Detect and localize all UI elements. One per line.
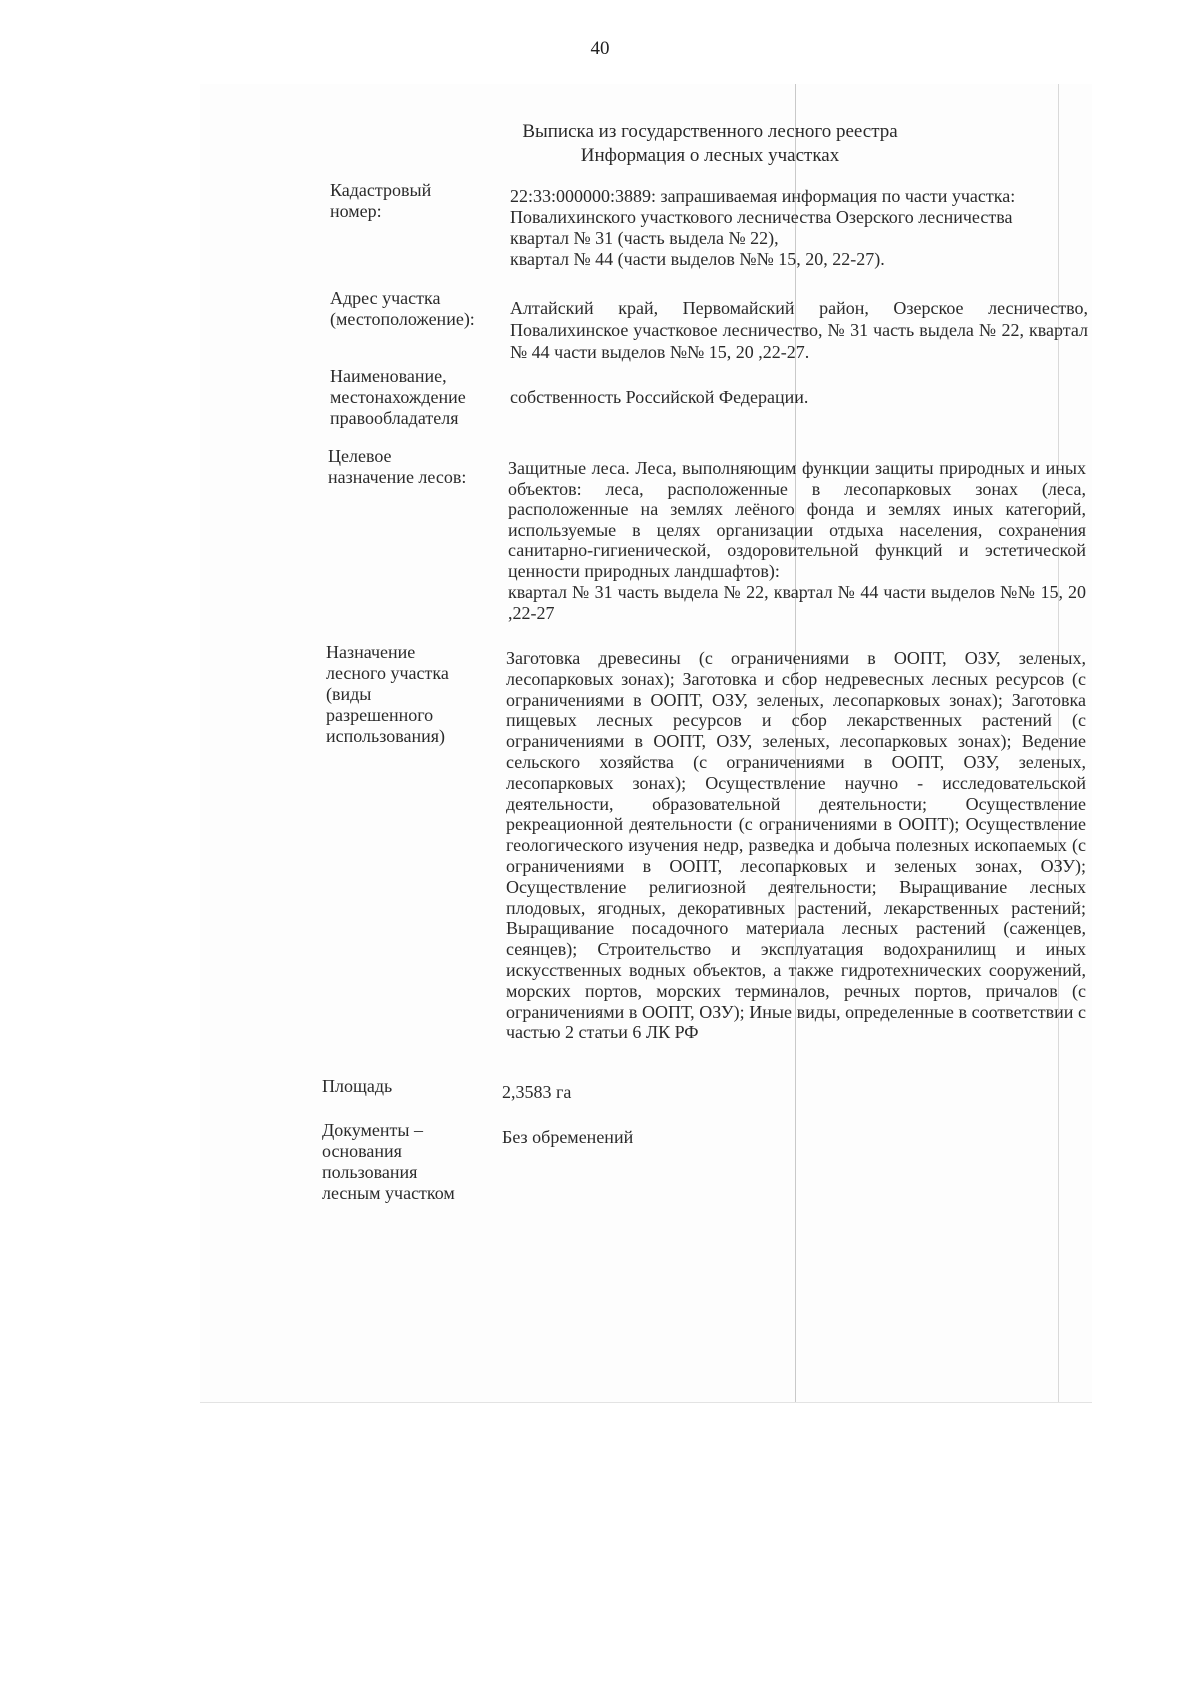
field-value: собственность Российской Федерации. [510, 387, 809, 407]
field-label: Площадь [322, 1076, 393, 1096]
scan-edge-bottom [200, 1402, 1092, 1403]
field-label: Наименование, местонахождение правообладателя [330, 366, 466, 428]
field-value: Алтайский край, Первомайский район, Озерское лесничество, Повалихинское участковое лесничество, № 31 часть выдела № 22, квартал № 44 части выделов №№ 15, 20 ,22-27. [510, 298, 1088, 362]
field-value: Защитные леса. Леса, выполняющим функции защиты природных и иных объектов: леса, расположенные в лесопарковых зонах (леса, расположенные на землях леёного фонда и землях иных категорий, используемые в целях организации отдыха населения, сохранения санитарно-гигиенической, оздоровительной функций и эстетической ценности природных ландшафтов): [508, 458, 1086, 581]
field-value: Заготовка древесины (с ограничениями в ООПТ, ОЗУ, зеленых, лесопарковых зонах); Заготовка и сбор недревесных лесных ресурсов (с ограничениями в ООПТ, ОЗУ, зеленых, лесопарковых зонах); Заготовка пищевых лесных ресурсов и сбор лекарственных растений (с ограничениями в ООПТ, ОЗУ, зеленых, лесопарковых зонах); Ведение сельского хозяйства (с ограничениями в ООПТ, ОЗУ, зеленых, лесопарковых зонах); Осуществление научно - исследовательской деятельности, образовательной деятельности; Осуществление рекреационной деятельности (с ограничениями в ООПТ); Осуществление геологического изучения недр, разведка и добыча полезных ископаемых (с ограничениями в ООПТ, лесопарковых и зеленых зонах, ОЗУ); Осуществление религиозной деятельности; Выращивание лесных плодовых, ягодных, декоративных растений, лекарственных растений; Выращивание посадочного материала лесных растений (саженцев, сеянцев); Строительство и эксплуатация водохранилищ и иных искусственных водных объектов, а также гидротехнических сооружений, морских портов, морских терминалов, речных портов, причалов (с ограничениями в ООПТ, ОЗУ); Иные виды, определенные в соответствии с частью 2 статьи 6 ЛК РФ [506, 648, 1086, 1043]
document-title: Выписка из государственного лесного реестра [522, 121, 898, 142]
document-subtitle: Информация о лесных участках [580, 145, 840, 166]
field-value: 2,3583 га [502, 1082, 572, 1102]
field-label: Адрес участка (местоположение): [330, 288, 475, 329]
field-label: Целевое назначение лесов: [328, 446, 467, 487]
field-value-extra: квартал № 31 часть выдела № 22, квартал № 44 части выделов №№ 15, 20 ,22-27 [508, 582, 1086, 623]
page-number: 40 [590, 38, 610, 59]
field-label: Документы – основания пользования лесным участком [322, 1120, 455, 1203]
field-label: Кадастровый номер: [330, 180, 432, 221]
field-label: Назначение лесного участка (виды разрешенного использования) [326, 642, 449, 746]
field-value: 22:33:000000:3889: запрашиваемая информация по части участка: Повалихинского участкового лесничества Озерского лесничества квартал № 31 (часть выдела № 22), квартал № 44 (части выделов №№ 15, 20, 22-27). [510, 186, 1016, 269]
document-header [470, 120, 950, 168]
field-value: Без обременений [502, 1127, 634, 1147]
